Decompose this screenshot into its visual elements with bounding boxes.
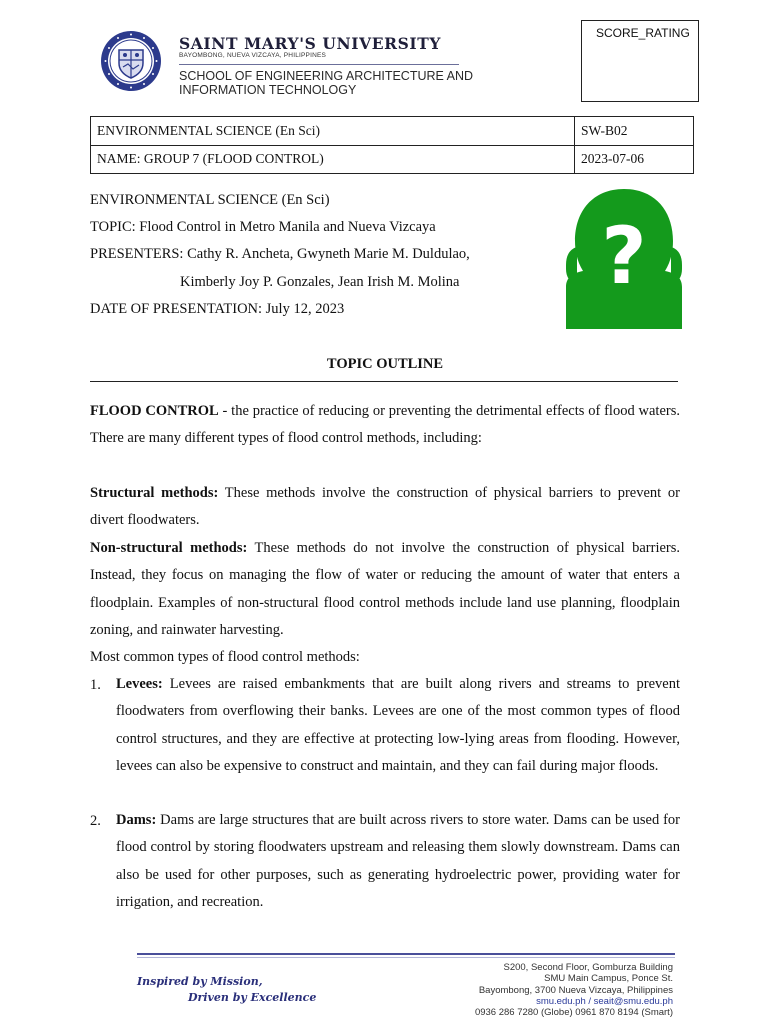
presenters-line-continued: Kimberly Joy P. Gonzales, Jean Irish M. Molina	[180, 274, 460, 290]
table-row	[91, 145, 694, 174]
unknown-person-icon	[565, 185, 683, 329]
list-item-levees	[116, 671, 680, 780]
list-item-number: 1.	[90, 677, 101, 693]
footer-divider	[137, 953, 675, 955]
levees-term: Levees:	[116, 676, 163, 692]
header-divider	[179, 64, 459, 65]
contact-web-link[interactable]: smu.edu.ph / seait@smu.edu.ph	[536, 995, 673, 1007]
common-types-heading: Most common types of flood control methods:	[90, 649, 360, 665]
footer-address	[420, 962, 673, 1018]
score-rating-label: SCORE_RATING	[596, 26, 690, 40]
date-of-presentation: DATE OF PRESENTATION: July 12, 2023	[90, 301, 345, 317]
address-line: S200, Second Floor, Gomburza Building	[503, 962, 673, 973]
topic-line: TOPIC: Flood Control in Metro Manila and Nueva Vizcaya	[90, 219, 436, 235]
school-name-line1: SCHOOL OF ENGINEERING ARCHITECTURE AND	[179, 69, 474, 83]
structural-term: Structural methods:	[90, 485, 219, 501]
svg-text:?: ?	[601, 212, 647, 302]
code-cell: SW-B02	[575, 117, 694, 146]
motto-line2: Driven by Excellence	[188, 991, 317, 1004]
nonstructural-term: Non-structural methods:	[90, 540, 248, 556]
outline-divider	[90, 381, 678, 382]
group-name-cell: NAME: GROUP 7 (FLOOD CONTROL)	[91, 145, 575, 174]
address-line: Bayombong, 3700 Nueva Vizcaya, Philippines	[478, 984, 673, 996]
university-location: BAYOMBONG, NUEVA VIZCAYA, PHILIPPINES	[179, 52, 327, 59]
flood-control-term: FLOOD CONTROL	[90, 403, 219, 419]
structural-text: These methods involve the construction of physical barriers to prevent or divert floodwaters.	[90, 485, 680, 529]
structural-methods-paragraph	[90, 480, 680, 535]
university-name: SAINT MARY'S UNIVERSITY	[179, 34, 442, 53]
motto-line1: Inspired by Mission,	[137, 975, 263, 988]
flood-control-text: - the practice of reducing or preventing the detrimental effects of flood waters. There are many different types of flood control methods, including:	[90, 403, 680, 447]
nonstructural-text: These methods do not involve the construction of physical barriers. Instead, they focus on managing the flow of water or reducing the amount of water that enters a floodplain. Examples of non-structural flood control methods include land use planning, floodplain zoning, and rainwater harvesting.	[90, 540, 680, 638]
topic-outline-title: TOPIC OUTLINE	[326, 356, 444, 372]
dams-term: Dams:	[116, 812, 157, 828]
info-table	[90, 116, 694, 174]
table-row	[91, 117, 694, 146]
contact-phone: 0936 286 7280 (Globe) 0961 870 8194 (Smart)	[474, 1007, 673, 1019]
nonstructural-methods-paragraph	[90, 535, 680, 644]
school-name-line2: INFORMATION TECHNOLOGY	[179, 83, 357, 97]
flood-control-definition	[90, 398, 680, 453]
address-line: SMU Main Campus, Ponce St.	[544, 973, 673, 985]
footer-divider-thin	[137, 957, 675, 958]
score-rating-box	[581, 20, 699, 102]
subject-cell: ENVIRONMENTAL SCIENCE (En Sci)	[91, 117, 575, 146]
university-seal-icon	[100, 30, 162, 92]
dams-text: Dams are large structures that are built across rivers to store water. Dams can be used for flood control by storing floodwaters upstream and releasing them slowly downstream. Dams can also be used for other purposes, such as generating hydroelectric power, providing water for irrigation, and recreation.	[116, 812, 680, 910]
subject-line: ENVIRONMENTAL SCIENCE (En Sci)	[90, 192, 330, 208]
list-item-dams	[116, 807, 680, 916]
levees-text: Levees are raised embankments that are built along rivers and streams to prevent floodwaters from overflowing their banks. Levees are one of the most common types of flood control structures, and they are effective at protecting low-lying areas from flooding. However, levees can also be expensive to construct and maintain, and they can fail during major floods.	[116, 676, 680, 774]
date-cell: 2023-07-06	[575, 145, 694, 174]
presenters-line: PRESENTERS: Cathy R. Ancheta, Gwyneth Marie M. Duldulao,	[90, 246, 470, 262]
school-name	[179, 69, 479, 97]
list-item-number: 2.	[90, 813, 101, 829]
